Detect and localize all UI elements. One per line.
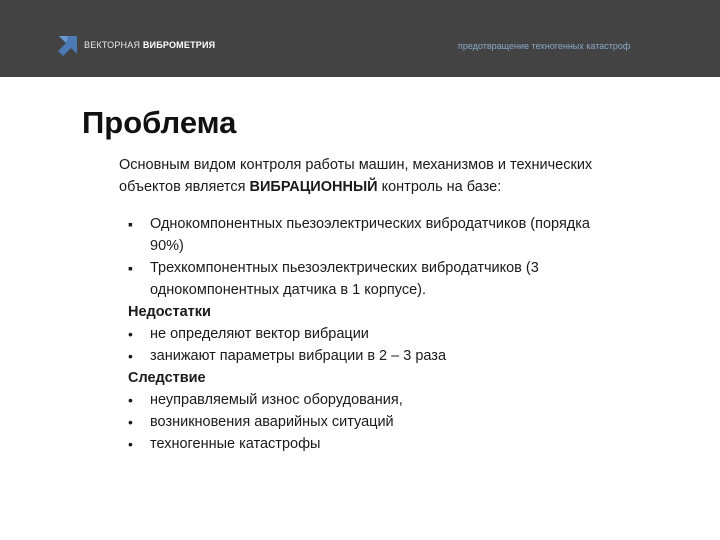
disadvantages-heading: Недостатки xyxy=(128,304,211,320)
list-item xyxy=(128,257,660,301)
square-bullet-icon xyxy=(128,213,142,236)
intro-line-2: объектов является ВИБРАЦИОННЫЙ контроль на базе: xyxy=(119,179,502,195)
bullet-icon xyxy=(128,433,142,456)
page-title: Проблема xyxy=(82,105,237,140)
bullet-icon xyxy=(128,323,142,346)
list-item: • неуправляемый износ оборудования, xyxy=(128,389,660,411)
square-bullet-icon xyxy=(128,257,142,280)
bullet-icon xyxy=(128,389,142,412)
brand-name: ВЕКТОРНАЯ ВИБРОМЕТРИЯ xyxy=(84,40,216,50)
list-item-line: 90%) xyxy=(150,238,184,254)
intro-paragraph xyxy=(119,154,659,198)
content-list xyxy=(128,213,660,455)
list-item-line: Трехкомпонентных пьезоэлектрических вибродатчиков (3 xyxy=(150,260,539,276)
consequence-heading: Следствие xyxy=(128,370,206,386)
intro-line-1: Основным видом контроля работы машин, механизмов и технических xyxy=(119,157,593,173)
bullet-icon xyxy=(128,345,142,368)
list-item-line: Однокомпонентных пьезоэлектрических вибродатчиков (порядка xyxy=(150,216,590,232)
list-item: • не определяют вектор вибрации xyxy=(128,323,660,345)
list-item-line: однокомпонентных датчика в 1 корпусе). xyxy=(150,282,426,298)
list-item: • возникновения аварийных ситуаций xyxy=(128,411,660,433)
bullet-icon xyxy=(128,411,142,434)
list-item xyxy=(128,213,660,257)
tagline: предотвращение техногенных катастроф xyxy=(458,41,631,51)
arrow-logo-icon xyxy=(58,33,80,57)
header-bar xyxy=(0,0,720,77)
list-item: • техногенные катастрофы xyxy=(128,433,660,455)
list-item: • занижают параметры вибрации в 2 – 3 раза xyxy=(128,345,660,367)
